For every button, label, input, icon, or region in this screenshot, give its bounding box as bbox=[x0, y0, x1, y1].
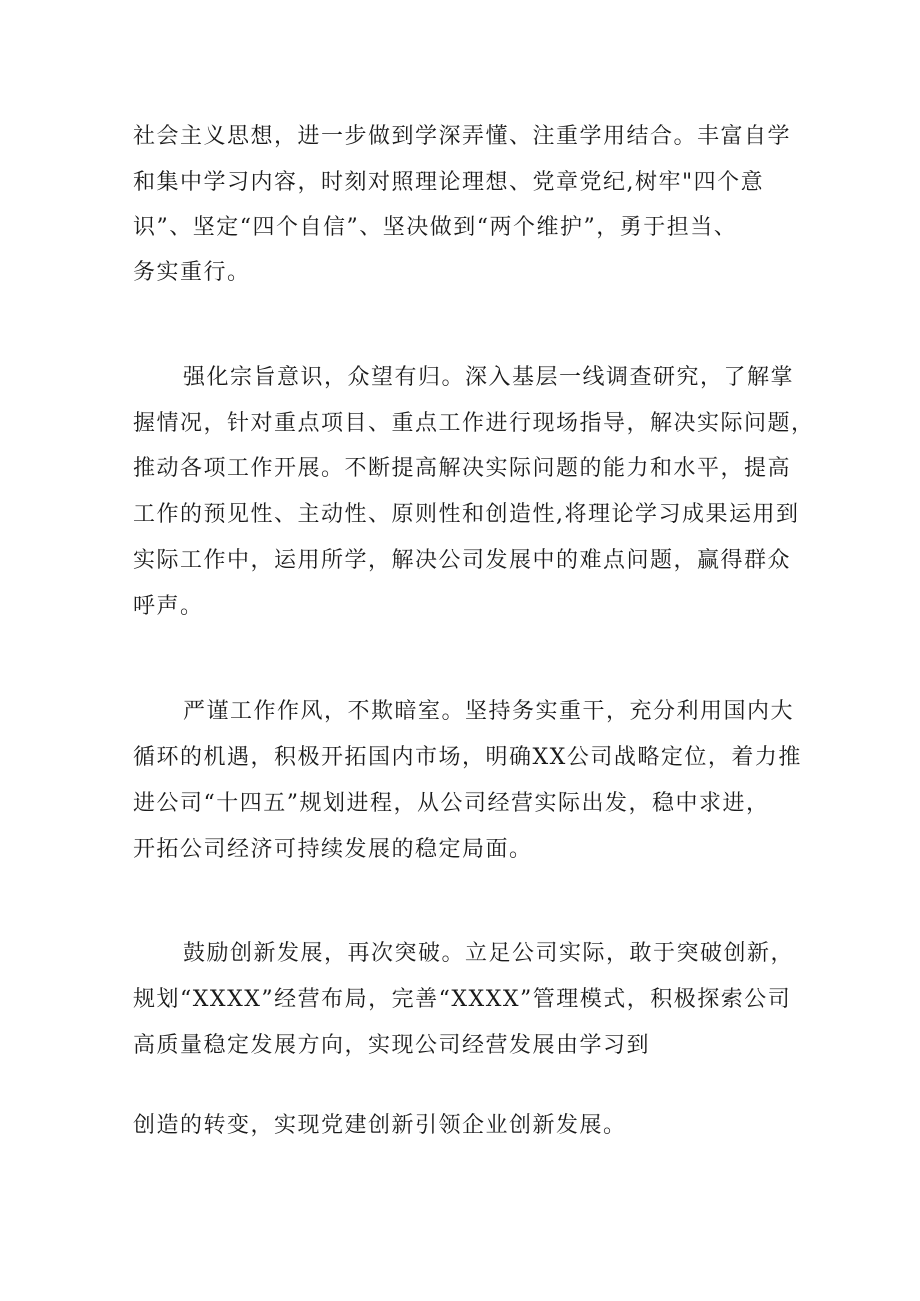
paragraph-3-line-4: 开拓公司经济可持续发展的稳定局面。 bbox=[133, 837, 533, 862]
paragraph-2-line-6: 呼声。 bbox=[133, 594, 204, 619]
paragraph-4-line-2: 规划“XXXX”经营布局，完善“XXXX”管理模式，积极探索公司 bbox=[133, 987, 792, 1012]
paragraph-4-line-3: 高质量稳定发展方向，实现公司经营发展由学习到 bbox=[133, 1033, 651, 1058]
paragraph-4-line-4: 创造的转变，实现党建创新引领企业创新发展。 bbox=[133, 1113, 627, 1138]
paragraph-2-line-5: 实际工作中，运用所学，解决公司发展中的难点问题，赢得群众 bbox=[133, 548, 792, 573]
paragraph-1-line-4: 务实重行。 bbox=[133, 260, 251, 285]
paragraph-3-line-1: 严谨工作作风，不欺暗室。坚持务实重干，充分利用国内大 bbox=[183, 699, 795, 724]
paragraph-1-line-1: 社会主义思想，进一步做到学深弄懂、注重学用结合。丰富自学 bbox=[133, 124, 792, 149]
paragraph-2-line-3: 推动各项工作开展。不断提高解决实际问题的能力和水平，提高 bbox=[133, 456, 792, 481]
paragraph-1-line-3: 识”、坚定“四个自信”、坚决做到“两个维护”，勇于担当、 bbox=[133, 215, 738, 240]
paragraph-3-line-2: 循环的机遇，积极开拓国内市场，明确XX公司战略定位，着力推 bbox=[133, 745, 802, 770]
paragraph-4-line-1: 鼓励创新发展，再次突破。立足公司实际，敢于突破创新， bbox=[183, 941, 795, 966]
paragraph-1-line-2: 和集中学习内容，时刻对照理论理想、党章党纪,树牢"四个意 bbox=[133, 170, 765, 195]
paragraph-3-line-3: 进公司“十四五”规划进程，从公司经营实际出发，稳中求进， bbox=[133, 791, 770, 816]
paragraph-2-line-2: 握情况，针对重点项目、重点工作进行现场指导，解决实际问题， bbox=[133, 411, 815, 436]
paragraph-2-line-1: 强化宗旨意识，众望有归。深入基层一线调查研究，了解掌 bbox=[183, 365, 795, 390]
paragraph-2-line-4: 工作的预见性、主动性、原则性和创造性,将理论学习成果运用到 bbox=[133, 502, 800, 527]
